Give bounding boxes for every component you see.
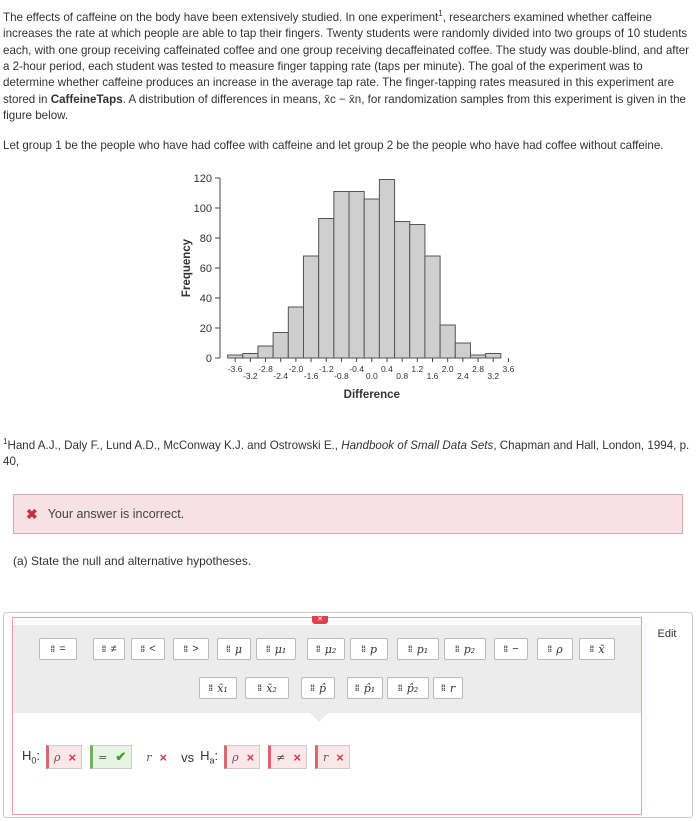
symbol-label: − (512, 643, 519, 655)
x-tick-label: 2.8 (472, 364, 484, 374)
x-tick-label: 0.4 (381, 364, 393, 374)
histogram-bar (334, 192, 349, 359)
symbol-tile-r1-6[interactable] (307, 638, 345, 660)
drag-grip-icon: ⁞⁞ (454, 644, 459, 654)
x-tick-label: -0.8 (334, 371, 349, 381)
symbol-tile-r1-3[interactable] (173, 638, 209, 660)
footnote-rest: , Chapman and Hall, London, 1994, p. 40, (3, 438, 690, 468)
drag-grip-icon: ⁞⁞ (225, 644, 230, 654)
symbol-tile-r1-7[interactable] (350, 638, 388, 660)
histogram-bar (470, 355, 485, 358)
ha-value-slot[interactable]: r × (315, 745, 350, 769)
symbol-tile-r2-2[interactable] (301, 677, 335, 699)
symbol-label: > (192, 643, 199, 655)
intro-text-2: , researchers examined whether caffeine increases the rate at which people are able to tap their fingers. Twenty students were randomly divided into two groups of 10 students each, with one group receiving caffeinated coffee and one group receiving decaffeinated coffee. The study was double-blind, and after a 2-hour period, each student was tested to measure finger tapping rate (taps per minute). The goal of the experiment was to determine whether caffeine produces an increase in the average tap rate. The finger-tapping rates measured in this experiment are stored in (3, 10, 690, 106)
drag-grip-icon: ⁞⁞ (360, 644, 365, 654)
hypotheses-answer (22, 744, 350, 770)
drag-grip-icon: ⁞⁞ (309, 683, 314, 693)
x-tick-label: -1.6 (303, 371, 319, 381)
histogram-bar (440, 325, 455, 358)
x-tick-label: 2.0 (441, 364, 454, 374)
h0-param-slot[interactable]: ρ × (46, 745, 82, 769)
y-tick-label: 60 (199, 263, 212, 275)
symbol-label: ρ (556, 642, 563, 656)
symbol-label: x̄₁ (217, 681, 228, 695)
ha-relation-slot[interactable]: ≠ × (268, 745, 307, 769)
histogram-bar (319, 219, 334, 359)
symbol-label: x̄ (598, 642, 605, 656)
edit-button[interactable]: Edit (657, 628, 677, 640)
footnote-book: Handbook of Small Data Sets (341, 438, 494, 452)
x-tick-label: -2.4 (273, 371, 289, 381)
x-tick-label: -2.0 (288, 364, 304, 374)
footnote-authors: Hand A.J., Daly F., Lund A.D., McConway K.J. and Ostrowski E., (7, 438, 342, 452)
symbol-tile-r1-9[interactable] (444, 638, 486, 660)
symbol-label: p̂ (318, 681, 327, 695)
vs-label: vs (181, 749, 195, 765)
symbol-label: μ₁ (274, 642, 287, 656)
symbol-tile-r1-11[interactable] (537, 638, 573, 660)
x-tick-label: 3.6 (502, 364, 515, 374)
intro-text-1: The effects of caffeine on the body have been extensively studied. In one experiment (3, 10, 439, 24)
footnote (3, 434, 695, 470)
histogram-chart (170, 160, 530, 410)
symbol-label: p₁ (416, 642, 429, 656)
drag-grip-icon: ⁞⁞ (407, 644, 412, 654)
h0-value-slot[interactable]: r × (146, 749, 168, 765)
symbol-tile-r1-4[interactable] (217, 638, 251, 660)
drag-grip-icon: ⁞⁞ (440, 683, 445, 693)
drag-grip-icon: ⁞⁞ (265, 644, 270, 654)
symbol-label: p (369, 642, 378, 656)
y-tick-label: 20 (199, 323, 212, 335)
histogram-bar (258, 346, 273, 358)
group-definition: Let group 1 be the people who have had coffee with caffeine and let group 2 be the people who have had coffee without caffeine. (3, 139, 664, 152)
histogram-bar (288, 307, 303, 358)
h0-label: $H_0$: (22, 748, 41, 766)
y-tick-label: 100 (193, 203, 212, 215)
histogram-bar (349, 192, 364, 359)
symbol-tile-r1-0[interactable] (39, 638, 77, 660)
x-tick-label: -1.2 (318, 364, 334, 374)
x-tick-label: 1.6 (426, 371, 439, 381)
histogram-bar (303, 256, 318, 358)
symbol-label: p̂₂ (406, 681, 419, 695)
symbol-label: x̄₂ (266, 681, 277, 695)
symbol-tile-r1-2[interactable] (131, 638, 165, 660)
collapse-toolbar-icon[interactable]: ✕ (312, 616, 328, 624)
symbol-label: p₂ (463, 642, 476, 656)
histogram-bar (410, 225, 425, 359)
x-tick-label: -2.8 (258, 364, 273, 374)
y-tick-label: 0 (205, 353, 212, 365)
symbol-tile-r2-4[interactable] (387, 677, 429, 699)
histogram-bar (379, 180, 394, 359)
ha-label: $H_a$: (200, 748, 219, 766)
y-tick-label: 40 (199, 293, 212, 305)
drag-grip-icon: ⁞⁞ (354, 683, 359, 693)
histogram-bar (455, 343, 470, 358)
y-axis-label: Frequency (181, 238, 193, 298)
drag-grip-icon: ⁞⁞ (140, 644, 145, 654)
symbol-label: μ₂ (324, 642, 337, 656)
x-axis-label: Difference (343, 389, 400, 401)
drag-grip-icon: ⁞⁞ (257, 683, 262, 693)
x-tick-label: -0.4 (349, 364, 364, 374)
symbol-tile-r2-5[interactable] (433, 677, 463, 699)
feedback-text: Your answer is incorrect. (47, 507, 185, 521)
feedback-banner (13, 494, 683, 534)
h0-relation-slot[interactable]: = ✔ (90, 745, 132, 769)
dataset-name: CaffeineTaps (50, 92, 123, 106)
drag-grip-icon: ⁞⁞ (589, 644, 594, 654)
drag-grip-icon: ⁞⁞ (50, 644, 55, 654)
drag-grip-icon: ⁞⁞ (101, 644, 106, 654)
footnote-marker: 1 (438, 9, 443, 18)
drag-grip-icon: ⁞⁞ (547, 644, 552, 654)
symbol-label: = (59, 643, 66, 655)
x-tick-label: 2.4 (456, 371, 469, 381)
symbol-tile-r1-1[interactable] (93, 638, 125, 660)
x-tick-label: -3.2 (243, 371, 258, 381)
x-tick-label: 3.2 (487, 371, 500, 381)
ha-param-slot[interactable]: ρ × (224, 745, 260, 769)
drag-grip-icon: ⁞⁞ (315, 644, 320, 654)
histogram-bar (364, 199, 379, 358)
histogram-bar (425, 256, 440, 358)
y-tick-label: 80 (199, 233, 212, 245)
histogram-bar (395, 222, 410, 359)
question-part-a: (a) State the null and alternative hypotheses. (13, 554, 252, 568)
symbol-label: < (149, 643, 156, 655)
problem-intro (3, 6, 695, 125)
x-tick-label: -3.6 (227, 364, 243, 374)
symbol-tile-r2-1[interactable] (245, 677, 289, 699)
y-tick-label: 120 (193, 173, 212, 185)
symbol-label: μ (234, 642, 243, 656)
drag-grip-icon: ⁞⁞ (183, 644, 188, 654)
incorrect-icon: ✖ (26, 505, 38, 522)
symbol-tile-r2-0[interactable] (199, 677, 237, 699)
symbol-label: ≠ (110, 643, 117, 655)
footnote-number: 1 (3, 437, 8, 446)
symbol-tile-r1-8[interactable] (397, 638, 439, 660)
histogram-bar (273, 333, 288, 359)
symbol-tile-r1-5[interactable] (256, 638, 296, 660)
x-tick-label: 1.2 (411, 364, 424, 374)
drag-grip-icon: ⁞⁞ (503, 644, 508, 654)
drag-grip-icon: ⁞⁞ (397, 683, 402, 693)
x-tick-label: 0.8 (396, 371, 409, 381)
symbol-tile-r1-10[interactable] (494, 638, 528, 660)
intro-text-3: . A distribution of differences in means, x̄c − x̄n, for randomization samples from this experiment is given in the figure below. (3, 92, 686, 123)
symbol-tile-r2-3[interactable] (347, 677, 383, 699)
x-tick-label: 0.0 (365, 371, 378, 381)
histogram-bar (486, 354, 501, 359)
histogram-bar (228, 355, 243, 358)
symbol-label: p̂₁ (363, 681, 376, 695)
toolbar-pointer (310, 713, 328, 722)
symbol-label: r (449, 681, 456, 695)
drag-grip-icon: ⁞⁞ (208, 683, 213, 693)
histogram-bar (243, 354, 258, 359)
symbol-tile-r1-12[interactable] (579, 638, 615, 660)
